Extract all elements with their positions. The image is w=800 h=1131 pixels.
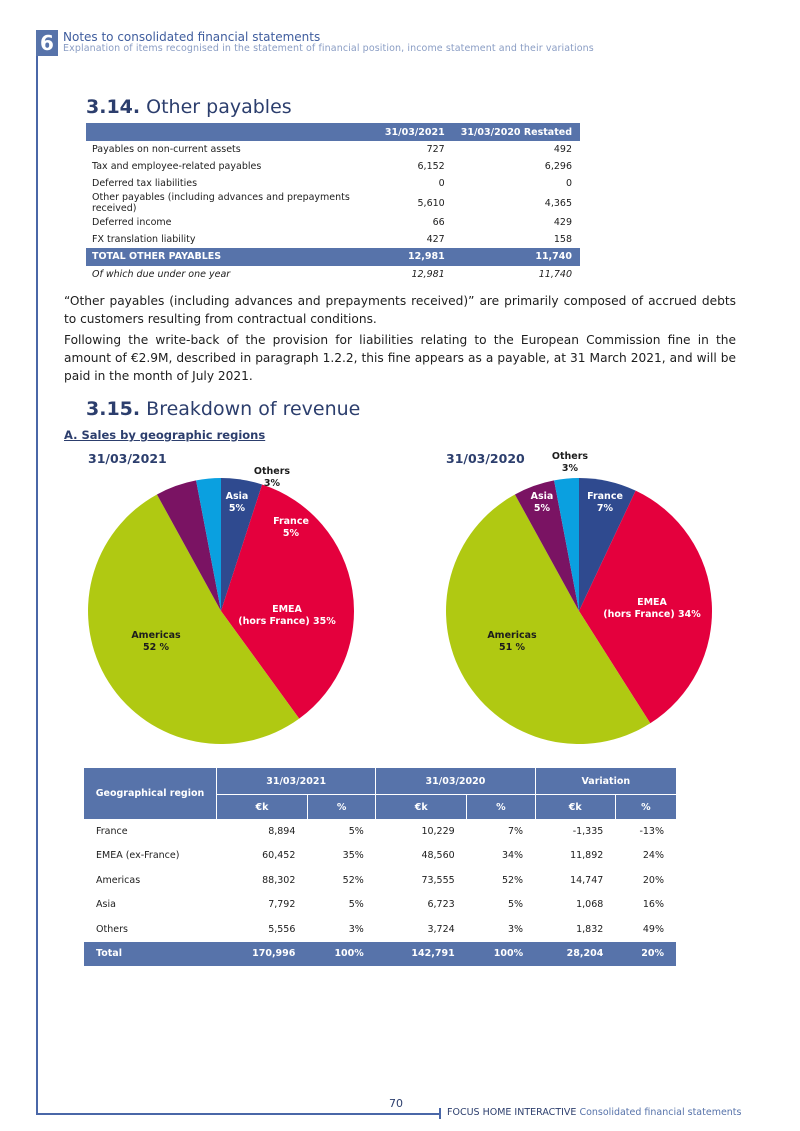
cell-pvar: 16%: [642, 899, 664, 911]
slice-label-france: France 7%: [587, 491, 623, 514]
cell-2020: 158: [553, 234, 572, 245]
unit-header: €k: [535, 795, 615, 820]
cell-k2020: 6,723: [427, 899, 455, 911]
table-header-row: [86, 123, 580, 141]
footer-company: FOCUS HOME INTERACTIVE: [447, 1107, 577, 1118]
cell-k2021: 5,556: [268, 923, 296, 935]
slice-label-americas: Americas 51 %: [487, 630, 537, 653]
region-label: Americas: [96, 874, 141, 886]
column-header: 31/03/2020 Restated: [453, 123, 580, 141]
cell-kvar: 11,892: [570, 850, 604, 862]
unit-header: %: [615, 795, 676, 820]
cell-k2021: 60,452: [262, 850, 296, 862]
due-row: [86, 266, 580, 284]
cell-kvar: -1,335: [572, 825, 604, 837]
cell-p2020: 5%: [508, 899, 524, 911]
cell-p2021: 3%: [348, 923, 364, 935]
cell-2020: 4,365: [544, 197, 572, 209]
total-k2020: 142,791: [376, 942, 467, 967]
total-p2020: 100%: [467, 942, 535, 967]
cell-2020: 0: [565, 178, 572, 189]
chart-title-2021: 31/03/2021: [88, 451, 167, 466]
pie-chart-2020: [0, 450, 800, 750]
cell-2020: 6,296: [544, 161, 572, 172]
cell-2021: 0: [438, 178, 445, 189]
cell-k2020: 48,560: [421, 850, 455, 862]
due-label: Of which due under one year: [86, 266, 377, 284]
table-header-row: [84, 768, 676, 795]
cell-2020: 429: [553, 217, 572, 228]
cell-pvar: 49%: [642, 923, 664, 935]
cell-pvar: -13%: [639, 825, 664, 837]
unit-header: €k: [217, 795, 308, 820]
cell-2021: 6,152: [417, 161, 445, 172]
period-header: 31/03/2020: [376, 768, 535, 795]
cell-k2021: 7,792: [268, 899, 296, 911]
region-label: Asia: [96, 899, 116, 911]
unit-header: %: [467, 795, 535, 820]
cell-p2021: 5%: [348, 825, 364, 837]
slice-label-france: France 5%: [273, 516, 309, 539]
row-label: Other payables (including advances and prepayments received): [92, 192, 350, 214]
cell-2021: 727: [426, 144, 445, 155]
total-p2021: 100%: [307, 942, 375, 967]
cell-p2020: 34%: [501, 850, 524, 862]
total-k2021: 170,996: [217, 942, 308, 967]
unit-header: %: [307, 795, 375, 820]
slice-label-americas: Americas 52 %: [131, 630, 181, 653]
table-row: [86, 158, 580, 175]
cell-pvar: 24%: [642, 850, 664, 862]
cell-p2021: 35%: [342, 850, 364, 862]
table-row: [86, 231, 580, 248]
cell-k2020: 10,229: [421, 825, 455, 837]
unit-header: €k: [376, 795, 467, 820]
section-number: 3.14.: [86, 96, 141, 118]
table-row: [84, 844, 676, 869]
slice-label-asia: Asia 5%: [225, 491, 249, 514]
due-2021: 12,981: [377, 266, 453, 284]
chapter-number: 6: [36, 30, 58, 56]
cell-kvar: 14,747: [570, 874, 604, 886]
cell-k2020: 73,555: [421, 874, 455, 886]
header-title: Notes to consolidated financial statements: [63, 30, 321, 44]
slice-label-emea: EMEA (hors France) 34%: [603, 597, 701, 620]
other-payables-table: [86, 123, 580, 283]
cell-k2021: 88,302: [262, 874, 296, 886]
table-row: [86, 175, 580, 192]
cell-p2020: 7%: [508, 825, 524, 837]
paragraph-ec-fine: Following the write-back of the provision for liabilities relating to the European Commission fine in the amount of €2.9M, described in paragraph 1.2.2, this fine appears as a payable, at 31 March 2021, and will be paid in the month of July 2021.: [64, 333, 736, 383]
total-2020: 11,740: [453, 248, 580, 266]
table-row: [84, 868, 676, 893]
cell-2021: 427: [426, 234, 445, 245]
row-label: Deferred tax liabilities: [92, 178, 198, 189]
region-label: France: [96, 825, 128, 837]
table-row: [84, 917, 676, 942]
cell-p2021: 5%: [348, 899, 364, 911]
section-number: 3.15.: [86, 398, 141, 420]
section-heading-revenue: [86, 398, 360, 420]
section-heading-other-payables: [86, 96, 292, 118]
slice-label-emea: EMEA (hors France) 35%: [238, 604, 336, 627]
revenue-by-region-table: [84, 768, 676, 966]
footer-text: [447, 1107, 741, 1118]
row-label: Payables on non-current assets: [92, 144, 241, 155]
cell-p2020: 52%: [501, 874, 524, 886]
section-title: Breakdown of revenue: [146, 398, 361, 420]
region-label: EMEA (ex-France): [96, 850, 180, 862]
cell-p2020: 3%: [508, 923, 524, 935]
cell-2020: 492: [553, 144, 572, 155]
table-header-blank: [86, 123, 377, 141]
slice-label-others: Others 3%: [253, 466, 291, 489]
due-2020: 11,740: [453, 266, 580, 284]
cell-2021: 66: [432, 217, 445, 228]
total-kvar: 28,204: [535, 942, 615, 967]
subsection-title: A. Sales by geographic regions: [64, 428, 266, 442]
page-frame-tick: [439, 1108, 441, 1119]
period-header: 31/03/2021: [217, 768, 376, 795]
total-label: Total: [84, 942, 217, 967]
total-label: TOTAL OTHER PAYABLES: [86, 248, 377, 266]
period-header: Variation: [535, 768, 676, 795]
region-column-header: Geographical region: [84, 768, 217, 819]
paragraph-other-payables: “Other payables (including advances and prepayments received)” are primarily composed of accrued debts to customers resulting from contractual conditions.: [64, 294, 736, 326]
cell-kvar: 1,832: [576, 923, 604, 935]
total-pvar: 20%: [615, 942, 676, 967]
cell-2021: 5,610: [417, 197, 445, 209]
page-number: 70: [389, 1097, 403, 1110]
cell-k2021: 8,894: [268, 825, 296, 837]
total-row: [84, 942, 676, 967]
total-row: [86, 248, 580, 266]
cell-pvar: 20%: [642, 874, 664, 886]
cell-p2021: 52%: [342, 874, 364, 886]
table-row: [86, 214, 580, 231]
header-subtitle: Explanation of items recognised in the statement of financial position, income statement and their variations: [63, 43, 594, 54]
slice-label-asia: Asia 5%: [530, 491, 554, 514]
column-header: 31/03/2021: [377, 123, 453, 141]
region-label: Others: [96, 923, 128, 935]
page-frame-bottom: [36, 1113, 440, 1115]
row-label: FX translation liability: [92, 234, 196, 245]
table-row: [84, 819, 676, 844]
footer-doc-title: Consolidated financial statements: [579, 1107, 742, 1118]
section-title: Other payables: [146, 96, 292, 118]
table-row: [86, 192, 580, 214]
total-2021: 12,981: [377, 248, 453, 266]
cell-kvar: 1,068: [576, 899, 604, 911]
cell-k2020: 3,724: [427, 923, 455, 935]
row-label: Deferred income: [92, 217, 172, 228]
chart-title-2020: 31/03/2020: [446, 451, 525, 466]
table-row: [86, 141, 580, 158]
slice-label-others: Others 3%: [551, 451, 589, 474]
row-label: Tax and employee-related payables: [92, 161, 262, 172]
table-row: [84, 893, 676, 918]
